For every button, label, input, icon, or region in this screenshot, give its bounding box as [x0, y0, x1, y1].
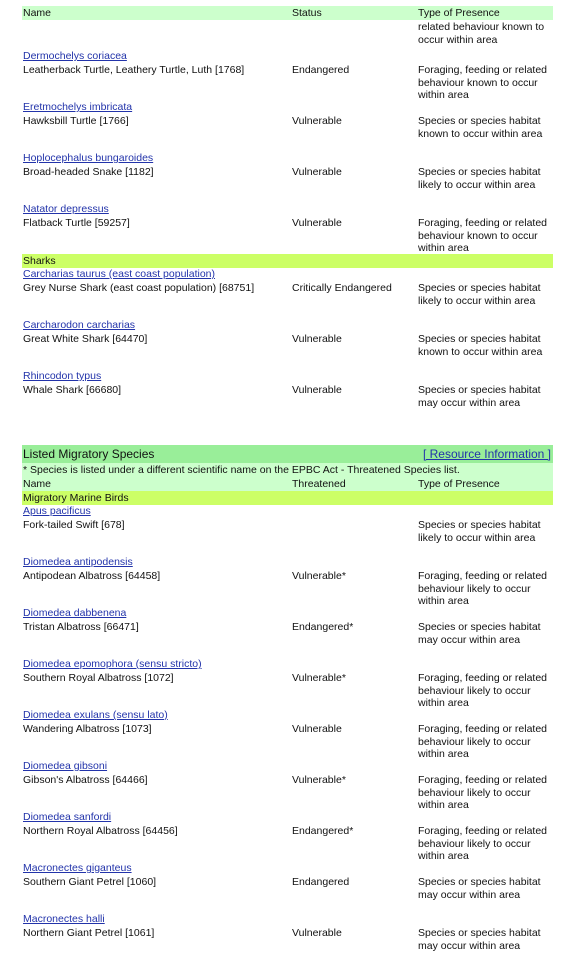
status-value: Endangered*	[292, 825, 354, 837]
common-name: Fork-tailed Swift [678]	[23, 519, 125, 531]
presence-value: Species or species habitat may occur within area	[418, 876, 541, 901]
resource-information-link[interactable]: [ Resource Information ]	[422, 447, 551, 461]
table-header	[22, 6, 553, 20]
common-name: Broad-headed Snake [1182]	[23, 166, 154, 178]
migratory-section-title-bar	[22, 445, 553, 463]
group-header-sharks	[22, 254, 553, 268]
list-item	[22, 505, 553, 556]
species-link[interactable]: Hoplocephalus bungaroides	[23, 152, 154, 164]
presence-value: Species or species habitat known to occur within area	[418, 333, 543, 358]
sharks-list	[22, 268, 553, 421]
reptiles-list	[22, 50, 553, 254]
status-value: Critically Endangered	[292, 282, 392, 294]
species-link[interactable]: Carcharias taurus (east coast population)	[23, 268, 216, 280]
species-link[interactable]: Macronectes giganteus	[23, 862, 132, 874]
status-value: Endangered*	[292, 621, 354, 633]
presence-value: Foraging, feeding or related behaviour known to occur within area	[418, 217, 547, 254]
list-item	[22, 268, 553, 319]
status-value: Endangered	[292, 876, 350, 888]
presence-value: Foraging, feeding or related behaviour likely to occur within area	[418, 825, 547, 862]
common-name: Southern Royal Albatross [1072]	[23, 672, 174, 684]
status-value: Vulnerable	[292, 217, 342, 229]
common-name: Tristan Albatross [66471]	[23, 621, 139, 633]
list-item	[22, 203, 553, 254]
species-link[interactable]: Macronectes halli	[23, 913, 105, 925]
species-link[interactable]: Dermochelys coriacea	[23, 50, 127, 62]
footnote-text: * Species is listed under a different scientific name on the EPBC Act - Threatened Species list.	[23, 464, 460, 476]
species-report	[22, 6, 553, 964]
presence-value: Foraging, feeding or related behaviour likely to occur within area	[418, 774, 547, 811]
presence-value: Foraging, feeding or related behaviour likely to occur within area	[418, 723, 547, 760]
species-link[interactable]: Apus pacificus	[23, 505, 91, 517]
presence-value: Species or species habitat known to occur within area	[418, 115, 543, 140]
species-link[interactable]: Natator depressus	[23, 203, 109, 215]
presence-value: Species or species habitat may occur within area	[418, 621, 541, 646]
presence-value: Species or species habitat likely to occur within area	[418, 519, 541, 544]
status-value: Vulnerable	[292, 333, 342, 345]
list-item	[22, 152, 553, 203]
species-link[interactable]: Diomedea antipodensis	[23, 556, 133, 568]
species-link[interactable]: Diomedea gibsoni	[23, 760, 108, 772]
species-link[interactable]: Carcharodon carcharias	[23, 319, 136, 331]
status-value: Vulnerable	[292, 166, 342, 178]
species-link[interactable]: Diomedea sanfordi	[23, 811, 112, 823]
carry-over-row	[22, 20, 553, 50]
presence-value: Species or species habitat likely to occur within area	[418, 282, 541, 307]
presence-value: Foraging, feeding or related behaviour known to occur within area	[418, 64, 547, 101]
section-title: Listed Migratory Species	[23, 447, 155, 461]
common-name: Hawksbill Turtle [1766]	[23, 115, 129, 127]
birds-list	[22, 505, 553, 964]
common-name: Whale Shark [66680]	[23, 384, 122, 396]
common-name: Leatherback Turtle, Leathery Turtle, Luth [1768]	[23, 64, 245, 76]
common-name: Wandering Albatross [1073]	[23, 723, 152, 735]
col-presence-header: Type of Presence	[418, 478, 500, 490]
migratory-table-header	[22, 477, 553, 491]
status-value: Vulnerable*	[292, 570, 346, 582]
group-label: Migratory Marine Birds	[23, 492, 129, 504]
list-item	[22, 760, 553, 811]
common-name: Flatback Turtle [59257]	[23, 217, 130, 229]
group-label: Sharks	[23, 255, 56, 267]
species-link[interactable]: Rhincodon typus	[23, 370, 102, 382]
presence-value: Foraging, feeding or related behaviour likely to occur within area	[418, 672, 547, 709]
presence-value: Species or species habitat likely to occur within area	[418, 166, 541, 191]
common-name: Northern Royal Albatross [64456]	[23, 825, 178, 837]
common-name: Antipodean Albatross [64458]	[23, 570, 161, 582]
status-value: Endangered	[292, 64, 350, 76]
list-item	[22, 658, 553, 709]
species-link[interactable]: Eretmochelys imbricata	[23, 101, 133, 113]
status-value: Vulnerable*	[292, 672, 346, 684]
status-value: Vulnerable*	[292, 774, 346, 786]
common-name: Gibson's Albatross [64466]	[23, 774, 148, 786]
status-value: Vulnerable	[292, 384, 342, 396]
list-item	[22, 709, 553, 760]
common-name: Grey Nurse Shark (east coast population) [68751]	[23, 282, 255, 294]
col-name-header: Name	[23, 478, 52, 490]
species-link[interactable]: Diomedea epomophora (sensu stricto)	[23, 658, 202, 670]
list-item	[22, 50, 553, 101]
species-link[interactable]: Diomedea dabbenena	[23, 607, 127, 619]
list-item	[22, 556, 553, 607]
status-value: Vulnerable	[292, 927, 342, 939]
col-threatened-header: Threatened	[292, 478, 346, 490]
common-name: Great White Shark [64470]	[23, 333, 148, 345]
group-header-marine-birds	[22, 491, 553, 505]
col-presence-header: Type of Presence	[418, 7, 500, 19]
list-item	[22, 811, 553, 862]
list-item	[22, 101, 553, 152]
col-name-header: Name	[23, 7, 52, 19]
list-item	[22, 913, 553, 964]
common-name: Northern Giant Petrel [1061]	[23, 927, 155, 939]
footnote-bar	[22, 463, 553, 477]
list-item	[22, 319, 553, 370]
common-name: Southern Giant Petrel [1060]	[23, 876, 157, 888]
presence-value: Foraging, feeding or related behaviour likely to occur within area	[418, 570, 547, 607]
species-link[interactable]: Diomedea exulans (sensu lato)	[23, 709, 168, 721]
presence-value: Species or species habitat may occur within area	[418, 384, 541, 409]
list-item	[22, 370, 553, 421]
status-value: Vulnerable	[292, 723, 342, 735]
list-item	[22, 862, 553, 913]
carry-over-presence: related behaviour known to occur within area	[418, 21, 545, 46]
list-item	[22, 607, 553, 658]
col-status-header: Status	[292, 7, 322, 19]
presence-value: Species or species habitat may occur within area	[418, 927, 541, 952]
status-value: Vulnerable	[292, 115, 342, 127]
